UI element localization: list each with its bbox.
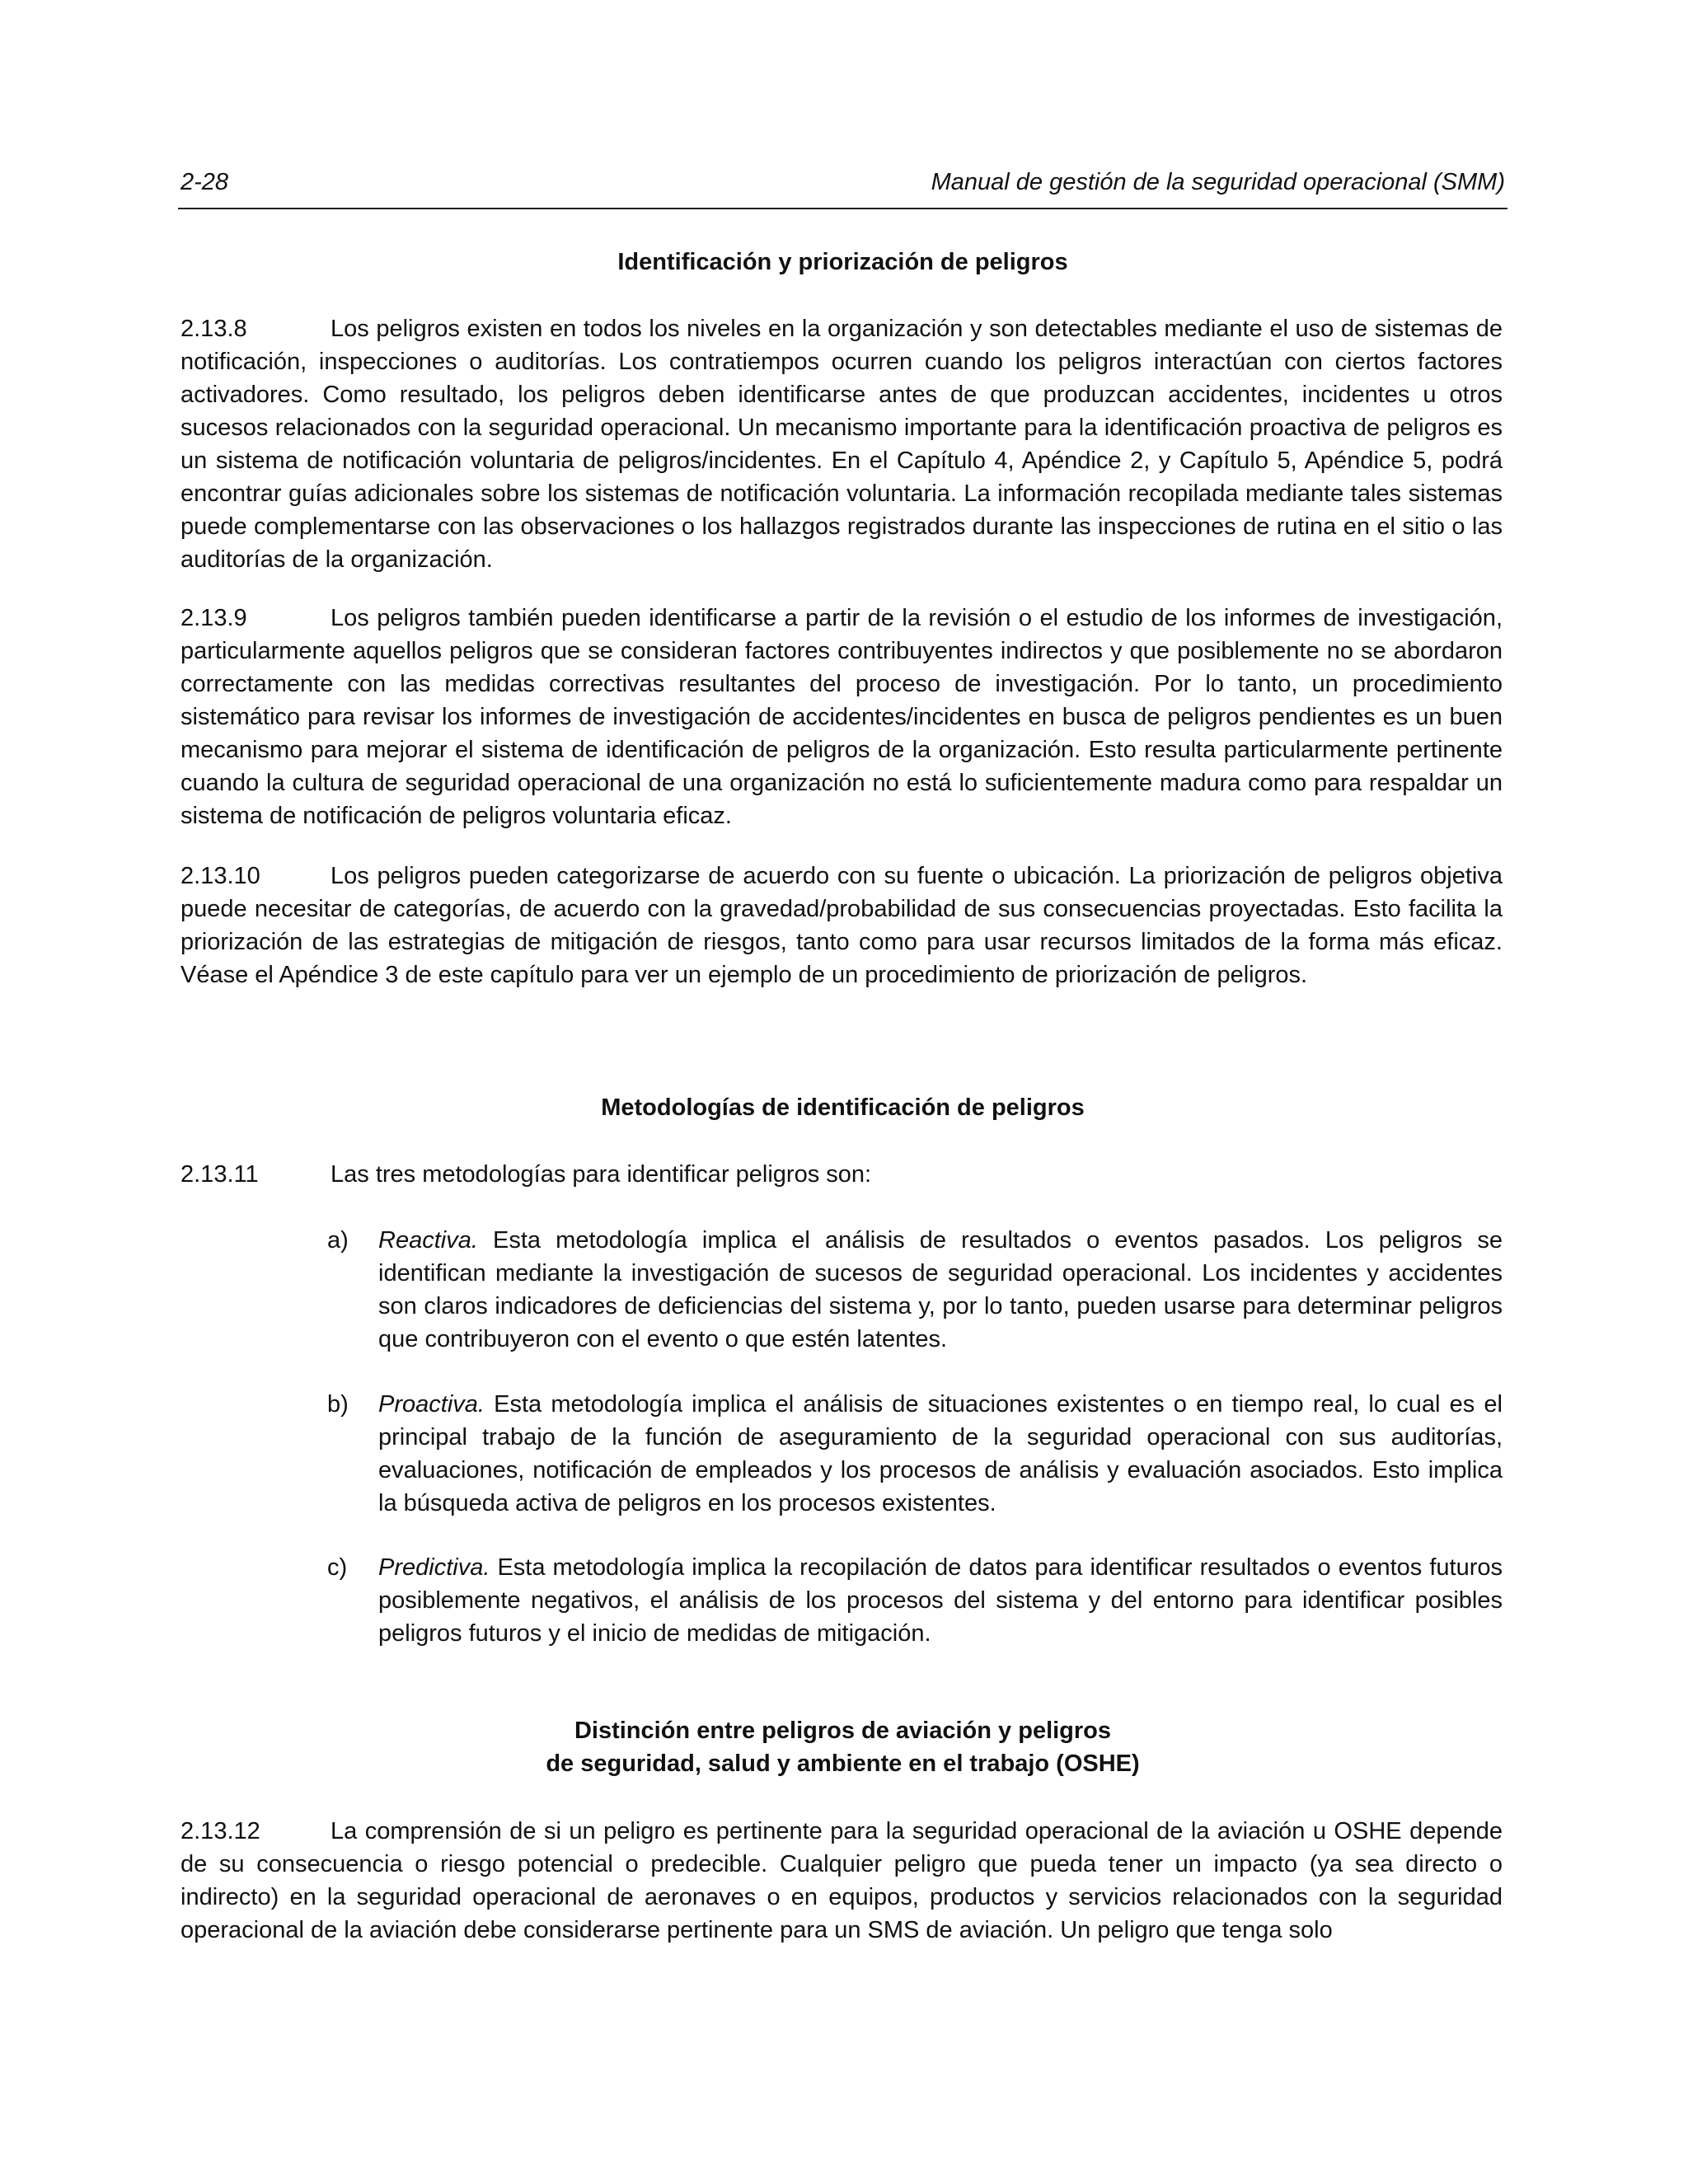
list-item-text: Esta metodología implica el análisis de resultados o eventos pasados. Los peligros se identifican mediante la investigación de sucesos de seguridad operacional. Los incidentes y accidentes son claros indicadores de deficiencias del sistema y, por lo tanto, pueden usarse para determinar peligros que contribuyeron con el evento o que estén latentes. xyxy=(378,1227,1503,1352)
list-item-predictiva xyxy=(327,1551,1503,1650)
section-heading-line: Distinción entre peligros de aviación y peligros xyxy=(574,1718,1112,1744)
paragraph-text: Los peligros existen en todos los niveles en la organización y son detectables mediante el uso de sistemas de notificación, inspecciones o auditorías. Los contratiempos ocurren cuando los peligros interactúan con ciertos factores activadores. Como resultado, los peligros deben identificarse antes de que produzcan accidentes, incidentes u otros sucesos relacionados con la seguridad operacional. Un mecanismo importante para la identificación proactiva de peligros es un sistema de notificación voluntaria de peligros/incidentes. En el Capítulo 4, Apéndice 2, y Capítulo 5, Apéndice 5, podrá encontrar guías adicionales sobre los sistemas de notificación voluntaria. La información recopilada mediante tales sistemas puede complementarse con las observaciones o los hallazgos registrados durante las inspecciones de rutina en el sitio o las auditorías de la organización. xyxy=(181,316,1503,573)
paragraph-2-13-9 xyxy=(181,602,1503,832)
paragraph-number: 2.13.11 xyxy=(181,1161,259,1188)
section-heading-line: de seguridad, salud y ambiente en el trabajo (OSHE) xyxy=(546,1750,1140,1777)
list-item-lead: Predictiva. xyxy=(378,1554,490,1581)
paragraph-number: 2.13.10 xyxy=(181,863,260,889)
paragraph-text: Los peligros pueden categorizarse de acuerdo con su fuente o ubicación. La priorización de peligros objetiva puede necesitar de categorías, de acuerdo con la gravedad/probabilidad de sus consecuencias proyectadas. Esto facilita la priorización de las estrategias de mitigación de riesgos, tanto como para usar recursos limitados de la forma más eficaz. Véase el Apéndice 3 de este capítulo para ver un ejemplo de un procedimiento de priorización de peligros. xyxy=(181,863,1503,988)
paragraph-2-13-8 xyxy=(181,312,1503,576)
document-page xyxy=(178,0,1507,2184)
paragraph-2-13-10 xyxy=(181,860,1503,991)
list-item-letter: c) xyxy=(327,1554,348,1581)
page-header xyxy=(178,165,1507,209)
list-item-lead: Proactiva. xyxy=(378,1391,485,1418)
paragraph-2-13-12 xyxy=(181,1815,1503,1947)
paragraph-text: La comprensión de si un peligro es pertinente para la seguridad operacional de la aviación u OSHE depende de su consecuencia o riesgo potencial o predecible. Cualquier peligro que pueda tener un impacto (ya sea directo o indirecto) en la seguridad operacional de aeronaves o en equipos, productos y servicios relacionados con la seguridad operacional de la aviación debe considerarse pertinente para un SMS de aviación. Un peligro que tenga solo xyxy=(181,1818,1503,1943)
list-item-letter: b) xyxy=(327,1391,349,1418)
paragraph-number: 2.13.12 xyxy=(181,1818,260,1844)
list-item-text: Esta metodología implica la recopilación de datos para identificar resultados o eventos futuros posiblemente negativos, el análisis de los procesos del sistema y del entorno para identificar posibles peligros futuros y el inicio de medidas de mitigación. xyxy=(378,1554,1503,1647)
list-item-text: Esta metodología implica el análisis de situaciones existentes o en tiempo real, lo cual es el principal trabajo de la función de aseguramiento de la seguridad operacional con sus auditorías, evaluaciones, notificación de empleados y los procesos de análisis y evaluación asociados. Esto implica la búsqueda activa de peligros en los procesos existentes. xyxy=(378,1391,1503,1516)
section-heading: Identificación y priorización de peligros xyxy=(617,249,1068,275)
list-item-lead: Reactiva. xyxy=(378,1227,478,1254)
section-heading xyxy=(178,1714,1507,1780)
paragraph-number: 2.13.9 xyxy=(181,605,247,631)
paragraph-2-13-11 xyxy=(181,1158,1503,1191)
list-item-reactiva xyxy=(327,1224,1503,1356)
list-item-proactiva xyxy=(327,1388,1503,1520)
document-title: Manual de gestión de la seguridad operacional (SMM) xyxy=(931,169,1505,195)
list-item-letter: a) xyxy=(327,1227,349,1254)
paragraph-number: 2.13.8 xyxy=(181,316,247,342)
paragraph-text: Las tres metodologías para identificar peligros son: xyxy=(331,1161,872,1188)
page-number: 2-28 xyxy=(181,169,229,195)
paragraph-text: Los peligros también pueden identificarse a partir de la revisión o el estudio de los informes de investigación, particularmente aquellos peligros que se consideran factores contribuyentes indirectos y que posiblemente no se abordaron correctamente con las medidas correctivas resultantes del proceso de investigación. Por lo tanto, un procedimiento sistemático para revisar los informes de investigación de accidentes/incidentes en busca de peligros pendientes es un buen mecanismo para mejorar el sistema de identificación de peligros de la organización. Esto resulta particularmente pertinente cuando la cultura de seguridad operacional de una organización no está lo suficientemente madura como para respaldar un sistema de notificación de peligros voluntaria eficaz. xyxy=(181,605,1503,829)
section-heading: Metodologías de identificación de peligros xyxy=(601,1094,1085,1121)
